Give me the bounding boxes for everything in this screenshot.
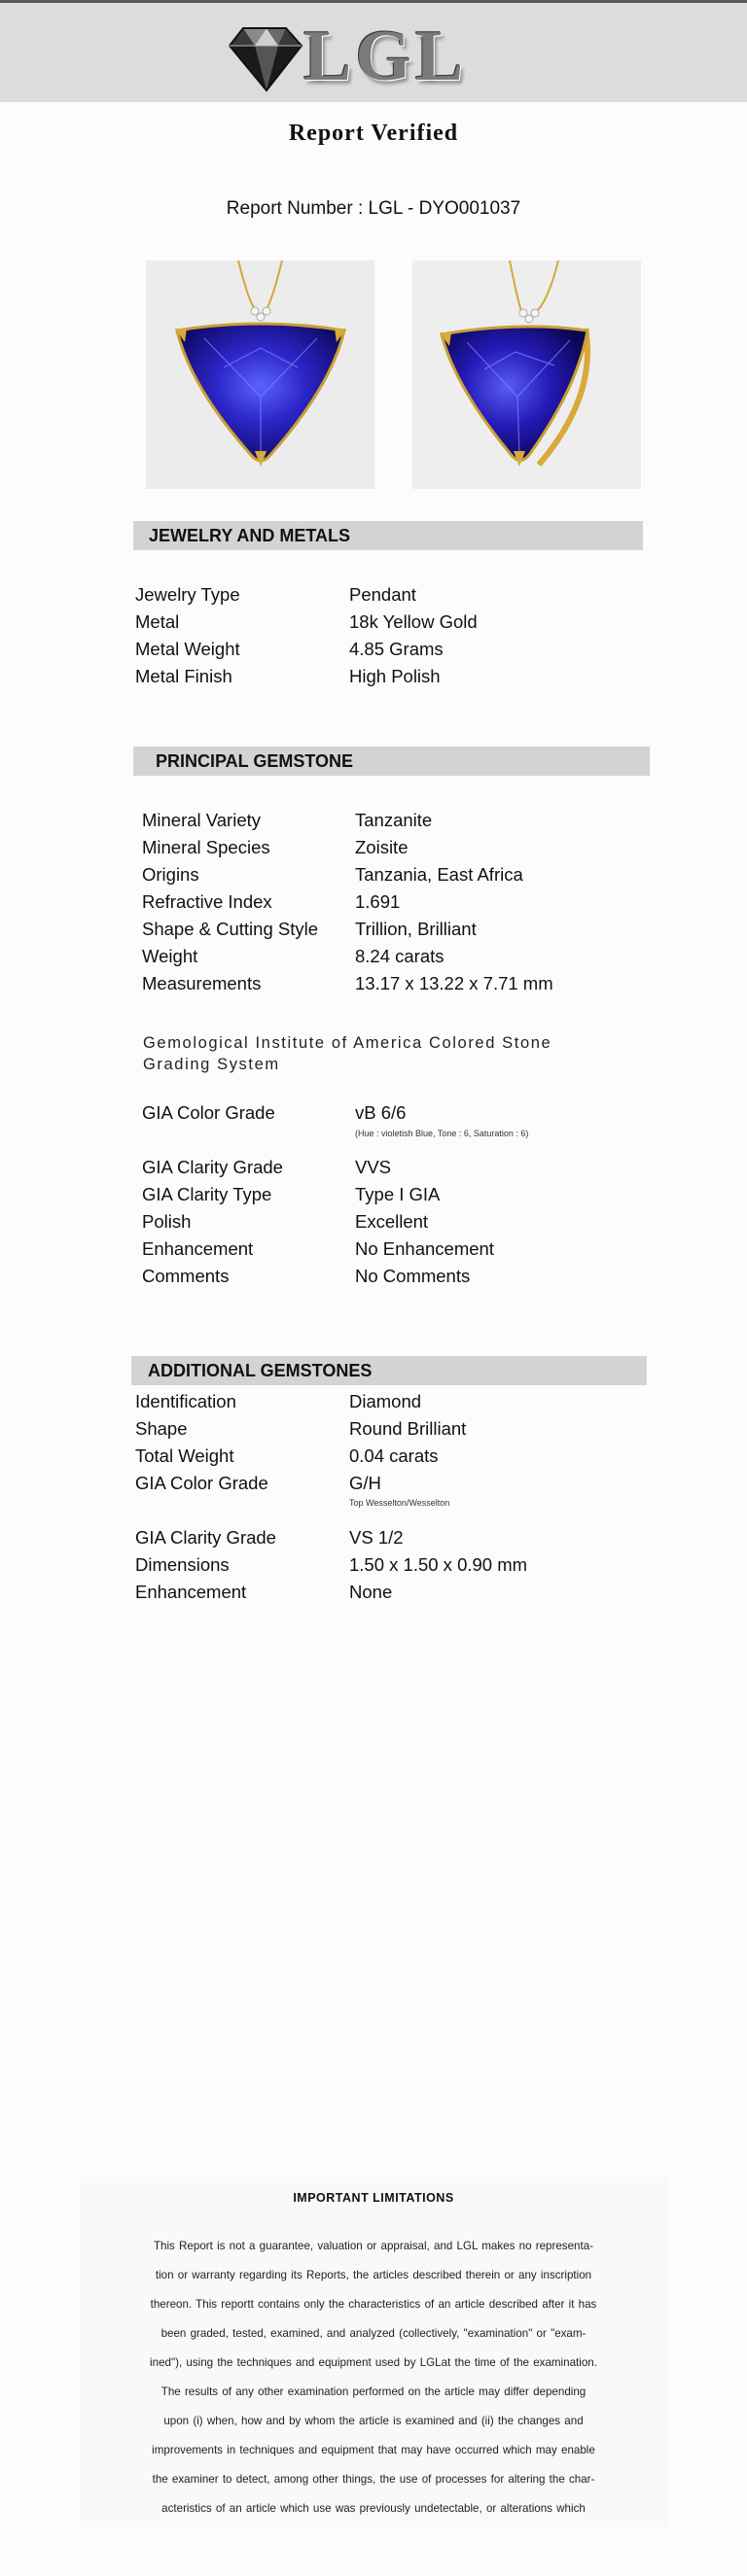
detail-row: [142, 943, 648, 970]
detail-row: [142, 1181, 648, 1208]
limitations-line: improvements in techniques and equipment that may have occurred which may enable: [152, 2444, 595, 2456]
detail-row: [142, 807, 648, 834]
detail-label: GIA Clarity Grade: [142, 1157, 283, 1177]
detail-value: Pendant: [349, 584, 416, 605]
additional-details-2: [135, 1524, 641, 1606]
detail-label: GIA Clarity Grade: [135, 1527, 276, 1548]
detail-value: VS 1/2: [349, 1527, 404, 1548]
detail-label: GIA Color Grade: [135, 1473, 268, 1493]
detail-row: [142, 1154, 648, 1181]
detail-label: Shape: [135, 1418, 188, 1439]
detail-row: [135, 1415, 641, 1443]
limitations-line: tion or warranty regarding its Reports, the articles described therein or any inscription: [155, 2269, 592, 2281]
limitations-line: been graded, tested, examined, and analyzed (collectively, "examination" or "exam-: [160, 2327, 587, 2340]
detail-label: Enhancement: [135, 1582, 247, 1602]
limitations-line: upon (i) when, how and by whom the article is examined and (ii) the changes and: [163, 2415, 584, 2427]
detail-label: Mineral Species: [142, 837, 270, 857]
detail-row: [142, 916, 648, 943]
limitations-title: IMPORTANT LIMITATIONS: [293, 2191, 454, 2205]
detail-label: Jewelry Type: [135, 584, 240, 605]
detail-label: Identification: [135, 1391, 236, 1411]
important-limitations-panel: [80, 2177, 667, 2527]
additional-heading: ADDITIONAL GEMSTONES: [148, 1361, 373, 1380]
detail-row: [135, 1470, 641, 1497]
header-bar: [0, 3, 747, 102]
detail-value: 4.85 Grams: [349, 639, 444, 659]
detail-label: Enhancement: [142, 1238, 254, 1259]
limitations-line: ined"), using the techniques and equipment used by LGLat the time of the examination.: [150, 2356, 597, 2369]
detail-row: [142, 970, 648, 997]
color-grade-note: (Hue : violetish Blue, Tone : 6, Saturation : 6): [355, 1129, 529, 1138]
detail-value: Tanzanite: [355, 810, 433, 830]
report-number: Report Number : LGL - DYO001037: [226, 198, 521, 219]
detail-value: High Polish: [349, 666, 441, 686]
detail-value: 1.50 x 1.50 x 0.90 mm: [349, 1554, 528, 1575]
detail-label: Dimensions: [135, 1554, 230, 1575]
principal-section-header: [133, 747, 650, 776]
detail-value: Excellent: [355, 1211, 429, 1232]
detail-row: [135, 1388, 641, 1415]
detail-value: G/H: [349, 1473, 381, 1493]
gia-color-grade: [142, 1099, 648, 1127]
jewelry-section-header: [133, 521, 643, 550]
detail-label: Shape & Cutting Style: [142, 919, 318, 939]
detail-row: [142, 861, 648, 888]
detail-label: Refractive Index: [142, 891, 272, 912]
detail-label: Weight: [142, 946, 198, 966]
detail-label: Metal: [135, 611, 180, 632]
limitations-line: acteristics of an article which use was previously undetectable, or alterations which: [161, 2502, 586, 2515]
detail-row: [135, 1524, 641, 1551]
detail-row: [135, 581, 641, 609]
detail-row: [135, 1443, 641, 1470]
detail-value: vB 6/6: [355, 1102, 407, 1123]
detail-row: [142, 1236, 648, 1263]
logo-text: LGL: [303, 17, 468, 96]
pendant-angled-photo: [412, 261, 641, 489]
lgl-logo[interactable]: [226, 17, 479, 94]
detail-row: [135, 663, 641, 690]
gia-grading-title: Gemological Institute of America Colored Stone Grading System: [143, 1034, 552, 1073]
detail-row: [135, 636, 641, 663]
limitations-line: thereon. This reportt contains only the characteristics of an article described after it has: [150, 2298, 597, 2311]
detail-value: Round Brilliant: [349, 1418, 467, 1439]
detail-label: Total Weight: [135, 1445, 234, 1466]
limitations-line: the examiner to detect, among other things, the use of processes for altering the char-: [152, 2473, 595, 2486]
detail-value: Tanzania, East Africa: [355, 864, 523, 885]
detail-label: Metal Finish: [135, 666, 232, 686]
diamond-icon: [226, 17, 307, 94]
detail-value: 8.24 carats: [355, 946, 445, 966]
detail-row: [135, 1579, 641, 1606]
detail-row: [142, 834, 648, 861]
detail-label: Comments: [142, 1266, 230, 1286]
detail-row: [142, 1208, 648, 1236]
detail-label: GIA Color Grade: [142, 1102, 275, 1123]
detail-row: [135, 609, 641, 636]
detail-value: None: [349, 1582, 393, 1602]
detail-label: Metal Weight: [135, 639, 240, 659]
detail-value: 1.691: [355, 891, 401, 912]
jewelry-details: [135, 581, 641, 690]
principal-heading: PRINCIPAL GEMSTONE: [156, 751, 354, 771]
additional-section-header: [131, 1356, 647, 1385]
detail-value: Zoisite: [355, 837, 409, 857]
detail-value: 0.04 carats: [349, 1445, 439, 1466]
detail-value: 18k Yellow Gold: [349, 611, 478, 632]
detail-value: No Enhancement: [355, 1238, 494, 1259]
detail-value: Diamond: [349, 1391, 422, 1411]
detail-label: Origins: [142, 864, 199, 885]
detail-label: Measurements: [142, 973, 262, 993]
detail-label: Mineral Variety: [142, 810, 262, 830]
detail-value: VVS: [355, 1157, 392, 1177]
detail-row: [142, 1099, 648, 1127]
principal-details-2: [142, 1154, 648, 1290]
detail-value: Type I GIA: [355, 1184, 441, 1204]
detail-row: [142, 888, 648, 916]
detail-row: [142, 1263, 648, 1290]
limitations-text: [103, 2232, 644, 2524]
pendant-front-photo: [146, 261, 374, 489]
detail-label: GIA Clarity Type: [142, 1184, 272, 1204]
detail-value: Trillion, Brilliant: [355, 919, 477, 939]
limitations-line: This Report is not a guarantee, valuation or appraisal, and LGL makes no representa-: [153, 2240, 594, 2252]
limitations-line: The results of any other examination performed on the article may differ depending: [160, 2385, 587, 2398]
detail-value: No Comments: [355, 1266, 471, 1286]
detail-row: [135, 1551, 641, 1579]
detail-label: Polish: [142, 1211, 192, 1232]
jewelry-heading: JEWELRY AND METALS: [149, 526, 351, 545]
color-grade-note: Top Wesselton/Wesselton: [349, 1498, 450, 1508]
additional-details: [135, 1388, 641, 1497]
detail-value: 13.17 x 13.22 x 7.71 mm: [355, 973, 553, 993]
page-title: Report Verified: [288, 121, 459, 146]
principal-details: [142, 807, 648, 997]
